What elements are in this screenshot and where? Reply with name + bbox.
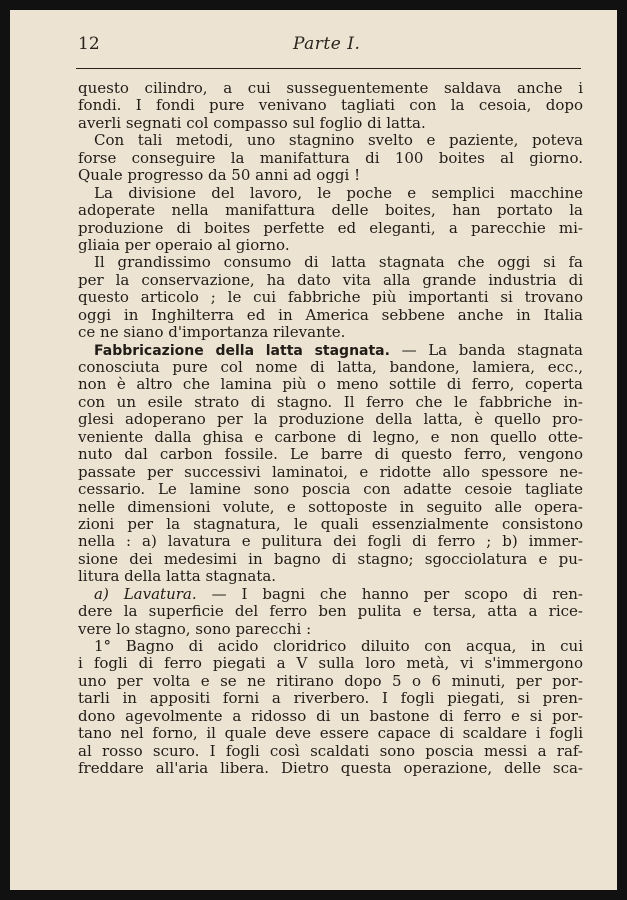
text-line: produzione di boites perfette ed eleganti, a parecchie mi-: [78, 219, 583, 237]
text-line: ce ne siano d'importanza rilevante.: [78, 324, 346, 342]
text-line: gliaia per operaio al giorno.: [78, 236, 290, 254]
text-line: con un esile strato di stagno. Il ferro che le fabbriche in-: [78, 393, 583, 411]
text-line: al rosso scuro. I fogli così scaldati sono poscia messi a raf-: [78, 742, 583, 760]
text-line: freddare all'aria libera. Dietro questa operazione, delle sca-: [78, 760, 583, 778]
text-line: fondi. I fondi pure venivano tagliati con la cesoia, dopo: [78, 97, 583, 115]
text-line: averli segnati col compasso sul foglio di latta.: [78, 114, 426, 132]
text-line: [78, 586, 583, 603]
text-line: Con tali metodi, uno stagnino svelto e paziente, poteva: [94, 132, 583, 150]
text-line: forse conseguire la manifattura di 100 boites al giorno.: [78, 149, 583, 167]
text-line: veniente dalla ghisa e carbone di legno, e non quello otte-: [78, 428, 583, 446]
text-line: adoperate nella manifattura delle boites, han portato la: [78, 202, 583, 220]
text-line: nella : a) lavatura e pulitura dei fogli di ferro ; b) immer-: [78, 533, 583, 551]
text-line: tano nel forno, il quale deve essere capace di scaldare i fogli: [78, 725, 583, 743]
text-line: i fogli di ferro piegati a V sulla loro metà, vi s'immergono: [78, 655, 583, 673]
text-line: questo articolo ; le cui fabbriche più importanti si trovano: [78, 289, 583, 307]
text-line: sione dei medesimi in bagno di stagno; sgocciolatura e pu-: [78, 550, 583, 568]
text-line: uno per volta e se ne ritirano dopo 5 o 6 minuti, per por-: [78, 672, 583, 690]
text-line-rest: — La banda stagnata: [401, 341, 583, 359]
text-line: nuto dal carbon fossile. Le barre di questo ferro, vengono: [78, 446, 583, 464]
text-line: passate per successivi laminatoi, e ridotte allo spessore ne-: [78, 463, 583, 481]
text-line: 1° Bagno di acido cloridrico diluito con acqua, in cui: [94, 638, 583, 655]
section-heading: Fabbricazione della latta stagnata.: [94, 342, 390, 359]
text-line: Il grandissimo consumo di latta stagnata che oggi si fa: [94, 254, 583, 272]
text-line: La divisione del lavoro, le poche e semplici macchine: [94, 184, 583, 202]
text-line: per la conservazione, ha dato vita alla grande industria di: [78, 271, 583, 289]
text-line: dono agevolmente a ridosso di un bastone di ferro e si por-: [78, 707, 583, 725]
subsection-heading: a) Lavatura.: [94, 585, 197, 603]
text-line: Quale progresso da 50 anni ad oggi !: [78, 167, 361, 185]
text-line: conosciuta pure col nome di latta, bandone, lamiera, ecc.,: [78, 359, 583, 376]
page-number: 12: [78, 34, 100, 54]
text-line: questo cilindro, a cui susseguentemente saldava anche i: [78, 80, 583, 97]
text-line: oggi in Inghilterra ed in America sebbene anche in Italia: [78, 306, 583, 324]
text-line: cessario. Le lamine sono poscia con adatte cesoie tagliate: [78, 481, 583, 499]
text-line: non è altro che lamina più o meno sottile di ferro, coperta: [78, 376, 583, 394]
text-line: litura della latta stagnata.: [78, 568, 277, 586]
text-line: glesi adoperano per la produzione della latta, è quello pro-: [78, 411, 583, 429]
text-line: dere la superficie del ferro ben pulita e tersa, atta a rice-: [78, 603, 583, 621]
body-text: [78, 80, 583, 778]
header-rule: [76, 68, 581, 69]
book-page: [10, 10, 617, 890]
text-line: [78, 342, 583, 359]
text-line: zioni per la stagnatura, le quali essenzialmente consistono: [78, 515, 583, 533]
text-line: vere lo stagno, sono parecchi :: [78, 620, 312, 638]
running-title: Parte I.: [293, 34, 361, 54]
text-line: nelle dimensioni volute, e sottoposte in seguito alle opera-: [78, 498, 583, 516]
text-line: tarli in appositi forni a riverbero. I fogli piegati, si pren-: [78, 690, 583, 708]
text-line-rest: — I bagni che hanno per scopo di ren-: [211, 585, 583, 603]
page-header: [78, 34, 583, 64]
